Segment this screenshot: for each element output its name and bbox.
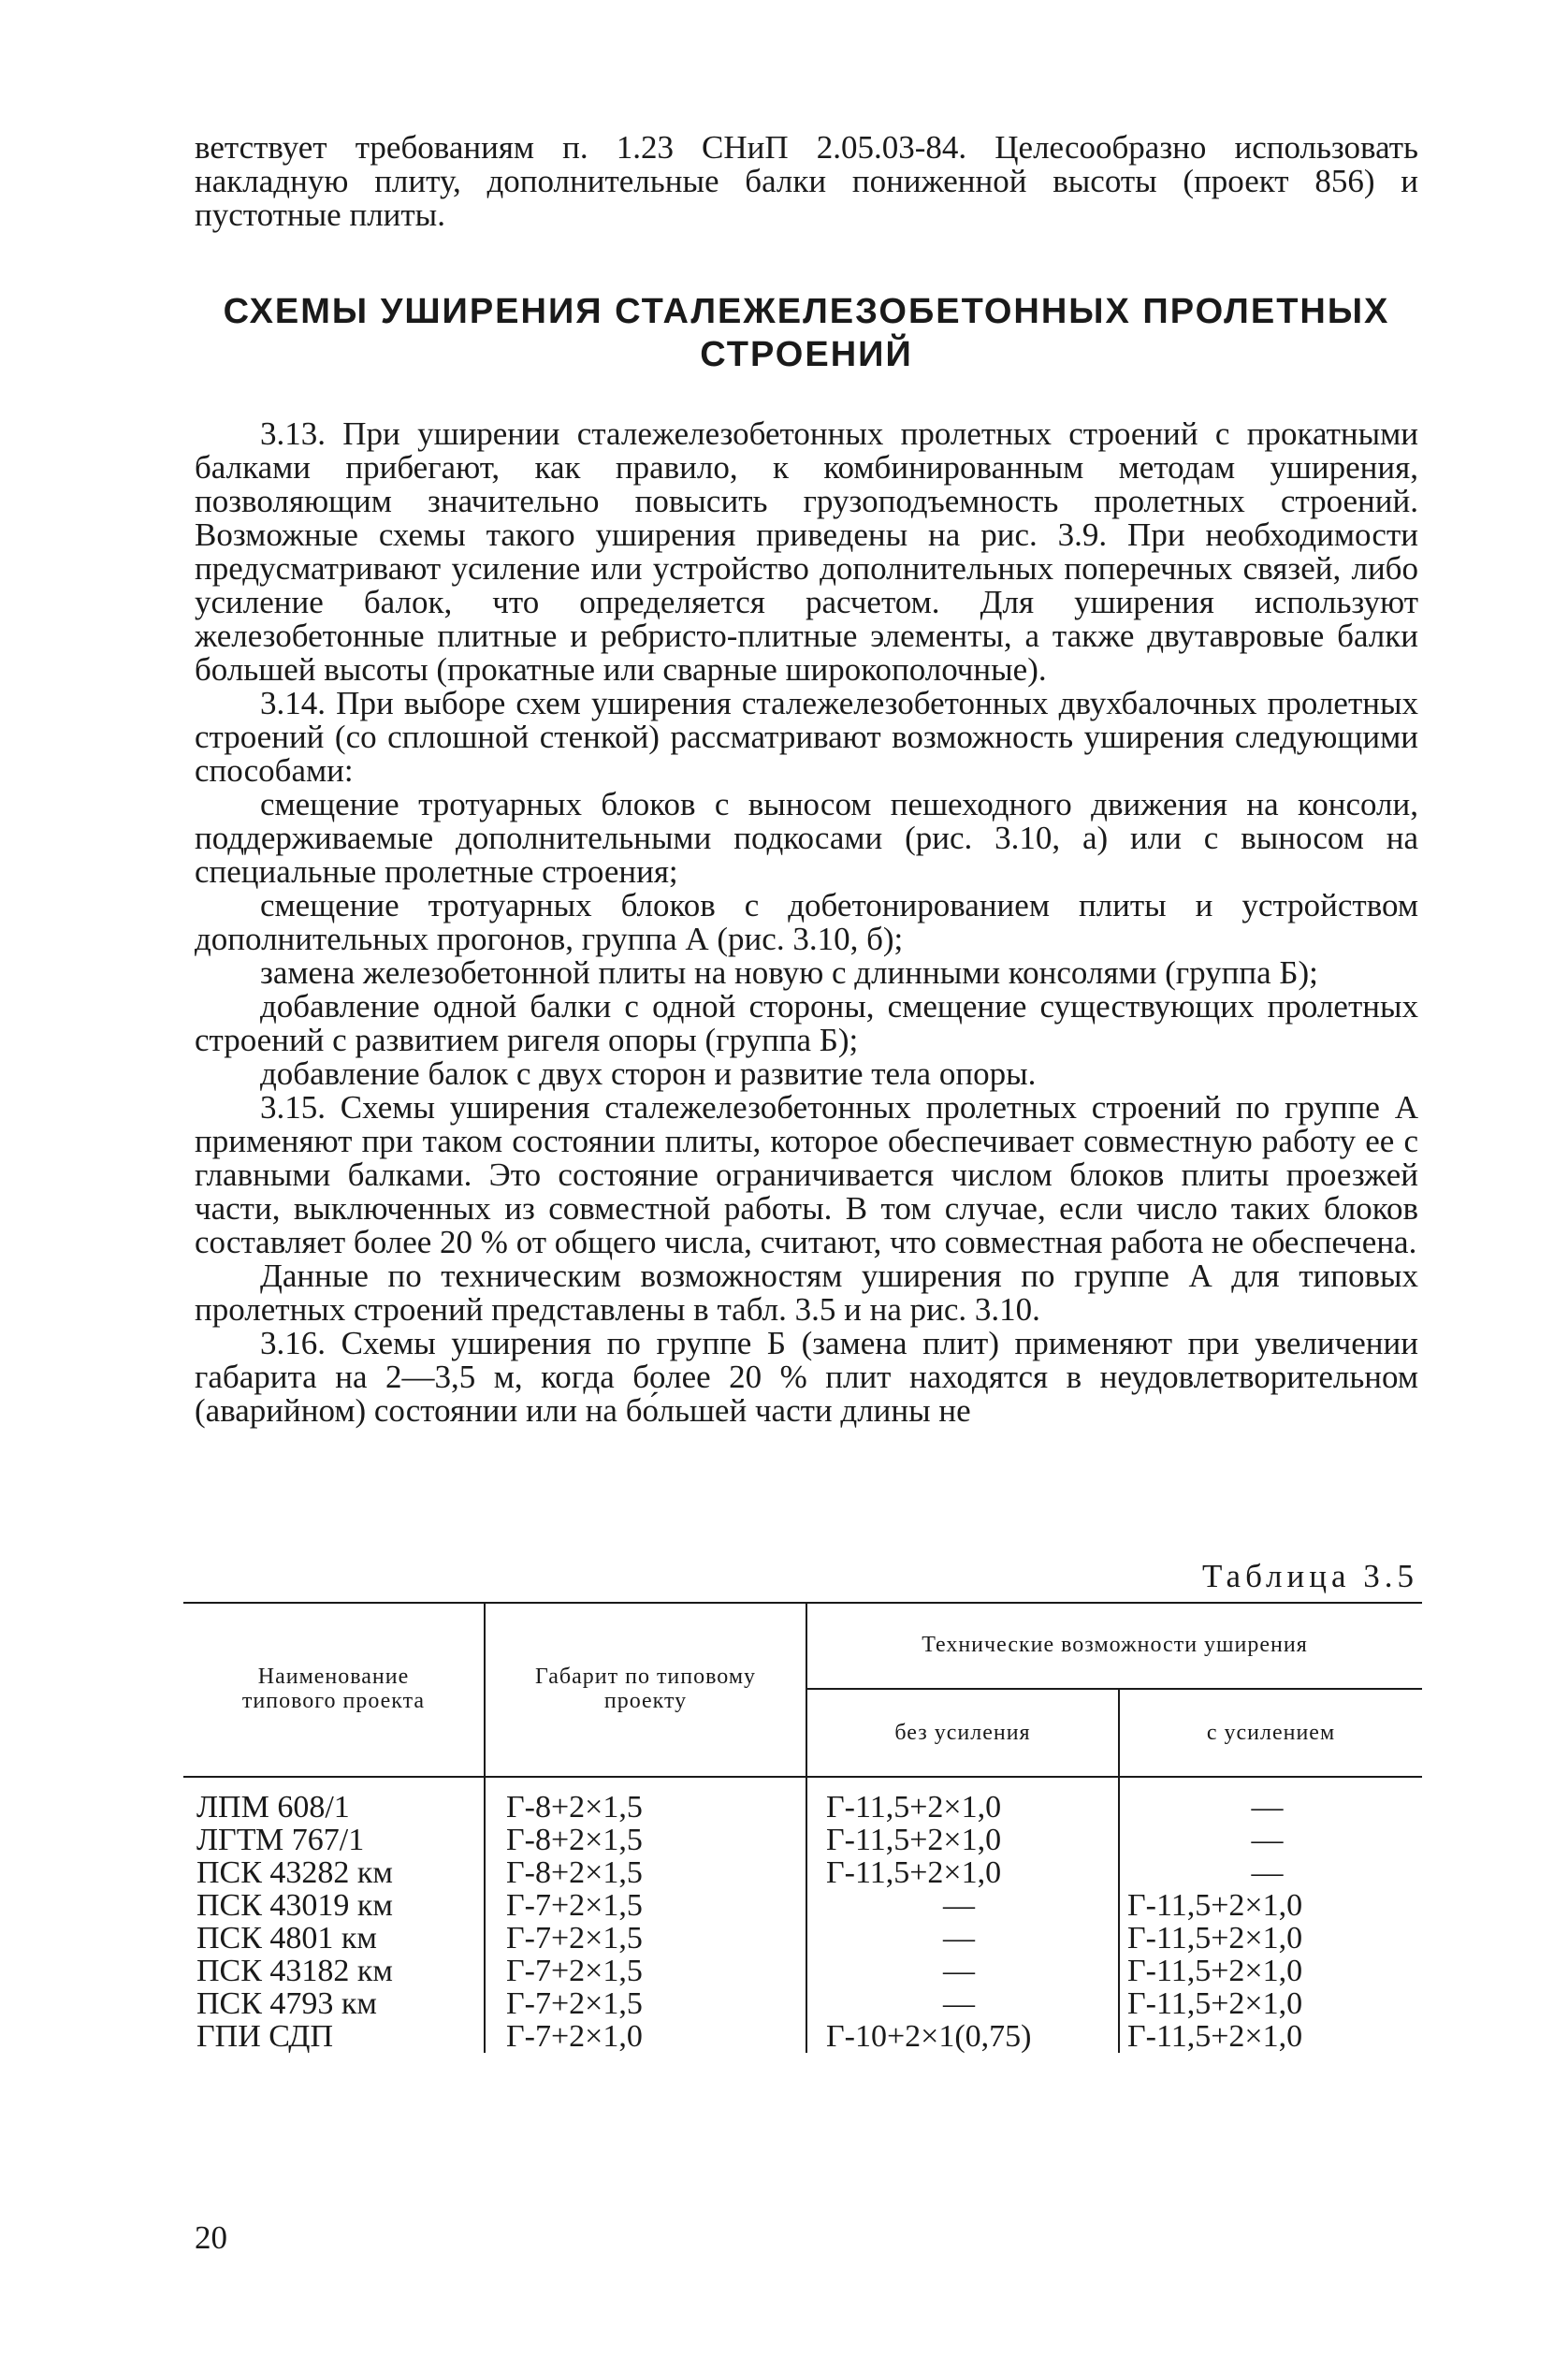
table-row <box>183 1777 1422 1824</box>
header-name: Наименование типового проекта <box>183 1602 485 1777</box>
cell-gabarit: Г-7+2×1,5 <box>485 1987 806 2020</box>
paragraph-3-15: 3.15. Схемы уширения сталежелезобетонных пролетных строений по группе А применяют при таком состоянии плиты, которое обеспечивает совместную работу ее с главными балками. Это состояние ограничивается числом блоков плиты проезжей части, выключенных из совместной работы. В том случае, если число таких блоков составляет более 20 % от общего числа, считают, что совместная работа не обеспечена. <box>195 1089 1418 1260</box>
cell-name: ПСК 43282 км <box>183 1856 485 1889</box>
table-3-5 <box>183 1602 1422 2208</box>
cell-gabarit: Г-7+2×1,0 <box>485 2020 806 2053</box>
header-with-reinforcement: с усилением <box>1119 1689 1422 1777</box>
cell-gabarit: Г-8+2×1,5 <box>485 1777 806 1824</box>
header-without-reinforcement: без усиления <box>806 1689 1119 1777</box>
table-top-rule <box>183 1602 1422 1604</box>
section-heading: СХЕМЫ УШИРЕНИЯ СТАЛЕЖЕЛЕЗОБЕТОННЫХ ПРОЛЕТНЫХ СТРОЕНИЙ <box>223 292 1390 374</box>
cell-without: Г-11,5+2×1,0 <box>806 1824 1119 1856</box>
header-gabarit: Габарит по типовому проекту <box>485 1602 806 1777</box>
paragraph-3-16: 3.16. Схемы уширения по группе Б (замена плит) применяют при увеличении габарита на 2—3,5 м, когда более 20 % плит находятся в неудовлетворительном (аварийном) состоянии или на бо́льшей части длины не <box>195 1325 1418 1429</box>
list-item-add-one-beam: добавление одной балки с одной стороны, смещение существующих пролетных строений с развитием ригеля опоры (группа Б); <box>195 988 1418 1058</box>
cell-with: Г-11,5+2×1,0 <box>1127 1921 1303 1956</box>
cell-with: — <box>1251 1855 1284 1890</box>
table-row <box>183 1922 1422 1955</box>
body-text-block <box>195 417 1418 1428</box>
cell-gabarit: Г-8+2×1,5 <box>485 1856 806 1889</box>
table-row <box>183 1856 1422 1889</box>
cell-without: — <box>806 1955 1119 1987</box>
data-table <box>183 1602 1422 2053</box>
cell-without: — <box>806 1922 1119 1955</box>
cell-gabarit: Г-8+2×1,5 <box>485 1824 806 1856</box>
cell-gabarit: Г-7+2×1,5 <box>485 1922 806 1955</box>
cell-name: ПСК 43182 км <box>183 1955 485 1987</box>
cell-name: ПСК 43019 км <box>183 1889 485 1922</box>
cell-name: ГПИ СДП <box>183 2020 485 2053</box>
cell-without: — <box>806 1987 1119 2020</box>
table-row <box>183 1987 1422 2020</box>
table-row <box>183 1955 1422 1987</box>
table-row <box>183 1889 1422 1922</box>
list-item-replace-slab: замена железобетонной плиты на новую с длинными консолями (группа Б); <box>260 954 1318 991</box>
cell-name: ПСК 4793 км <box>183 1987 485 2020</box>
cell-with: — <box>1251 1823 1284 1857</box>
header-capabilities: Технические возможности уширения <box>806 1602 1422 1689</box>
cell-gabarit: Г-7+2×1,5 <box>485 1955 806 1987</box>
paragraph-3-14: 3.14. При выборе схем уширения сталежелезобетонных двухбалочных пролетных строений (со сплошной стенкой) рассматривают возможность уширения следующими способами: <box>195 685 1418 789</box>
cell-with: Г-11,5+2×1,0 <box>1127 1986 1303 2021</box>
table-row <box>183 2020 1422 2053</box>
cell-name: ЛПМ 608/1 <box>183 1777 485 1824</box>
cell-without: Г-11,5+2×1,0 <box>806 1856 1119 1889</box>
cell-with: Г-11,5+2×1,0 <box>1127 2019 1303 2054</box>
cell-without: Г-11,5+2×1,0 <box>806 1777 1119 1824</box>
cell-name: ЛГТМ 767/1 <box>183 1824 485 1856</box>
intro-paragraph: ветствует требованиям п. 1.23 СНиП 2.05.03-84. Целесообразно использовать накладную плиту, дополнительные балки пониженной высоты (проект 856) и пустотные плиты. <box>195 129 1418 233</box>
paragraph-table-reference: Данные по техническим возможностям уширения по группе А для типовых пролетных строений представлены в табл. 3.5 и на рис. 3.10. <box>195 1258 1418 1328</box>
page-number: 20 <box>195 2219 227 2256</box>
list-item-offset-sidewalk-consoles: смещение тротуарных блоков с выносом пешеходного движения на консоли, поддерживаемые дополнительными подкосами (рис. 3.10, а) или с выносом на специальные пролетные строения; <box>195 786 1418 890</box>
cell-with: Г-11,5+2×1,0 <box>1127 1888 1303 1923</box>
cell-with: Г-11,5+2×1,0 <box>1127 1954 1303 1988</box>
list-item-add-beams-both-sides: добавление балок с двух сторон и развитие тела опоры. <box>260 1055 1037 1092</box>
cell-gabarit: Г-7+2×1,5 <box>485 1889 806 1922</box>
intro-text-block <box>195 131 1418 232</box>
list-item-offset-sidewalk-concreting: смещение тротуарных блоков с добетонированием плиты и устройством дополнительных прогонов, группа А (рис. 3.10, б); <box>195 887 1418 957</box>
cell-name: ПСК 4801 км <box>183 1922 485 1955</box>
table-caption: Таблица 3.5 <box>1202 1558 1418 1594</box>
cell-with: — <box>1251 1790 1284 1825</box>
table-row <box>183 1824 1422 1856</box>
cell-without: — <box>806 1889 1119 1922</box>
cell-without: Г-10+2×1(0,75) <box>806 2020 1119 2053</box>
paragraph-3-13: 3.13. При уширении сталежелезобетонных пролетных строений с прокатными балками прибегают, как правило, к комбинированным методам уширения, позволяющим значительно повысить грузоподъемность пролетных строений. Возможные схемы такого уширения приведены на рис. 3.9. При необходимости предусматривают усиление или устройство дополнительных поперечных связей, либо усиление балок, что определяется расчетом. Для уширения используют железобетонные плитные и ребристо-плитные элементы, а также двутавровые балки большей высоты (прокатные или сварные широкополочные). <box>195 415 1418 688</box>
